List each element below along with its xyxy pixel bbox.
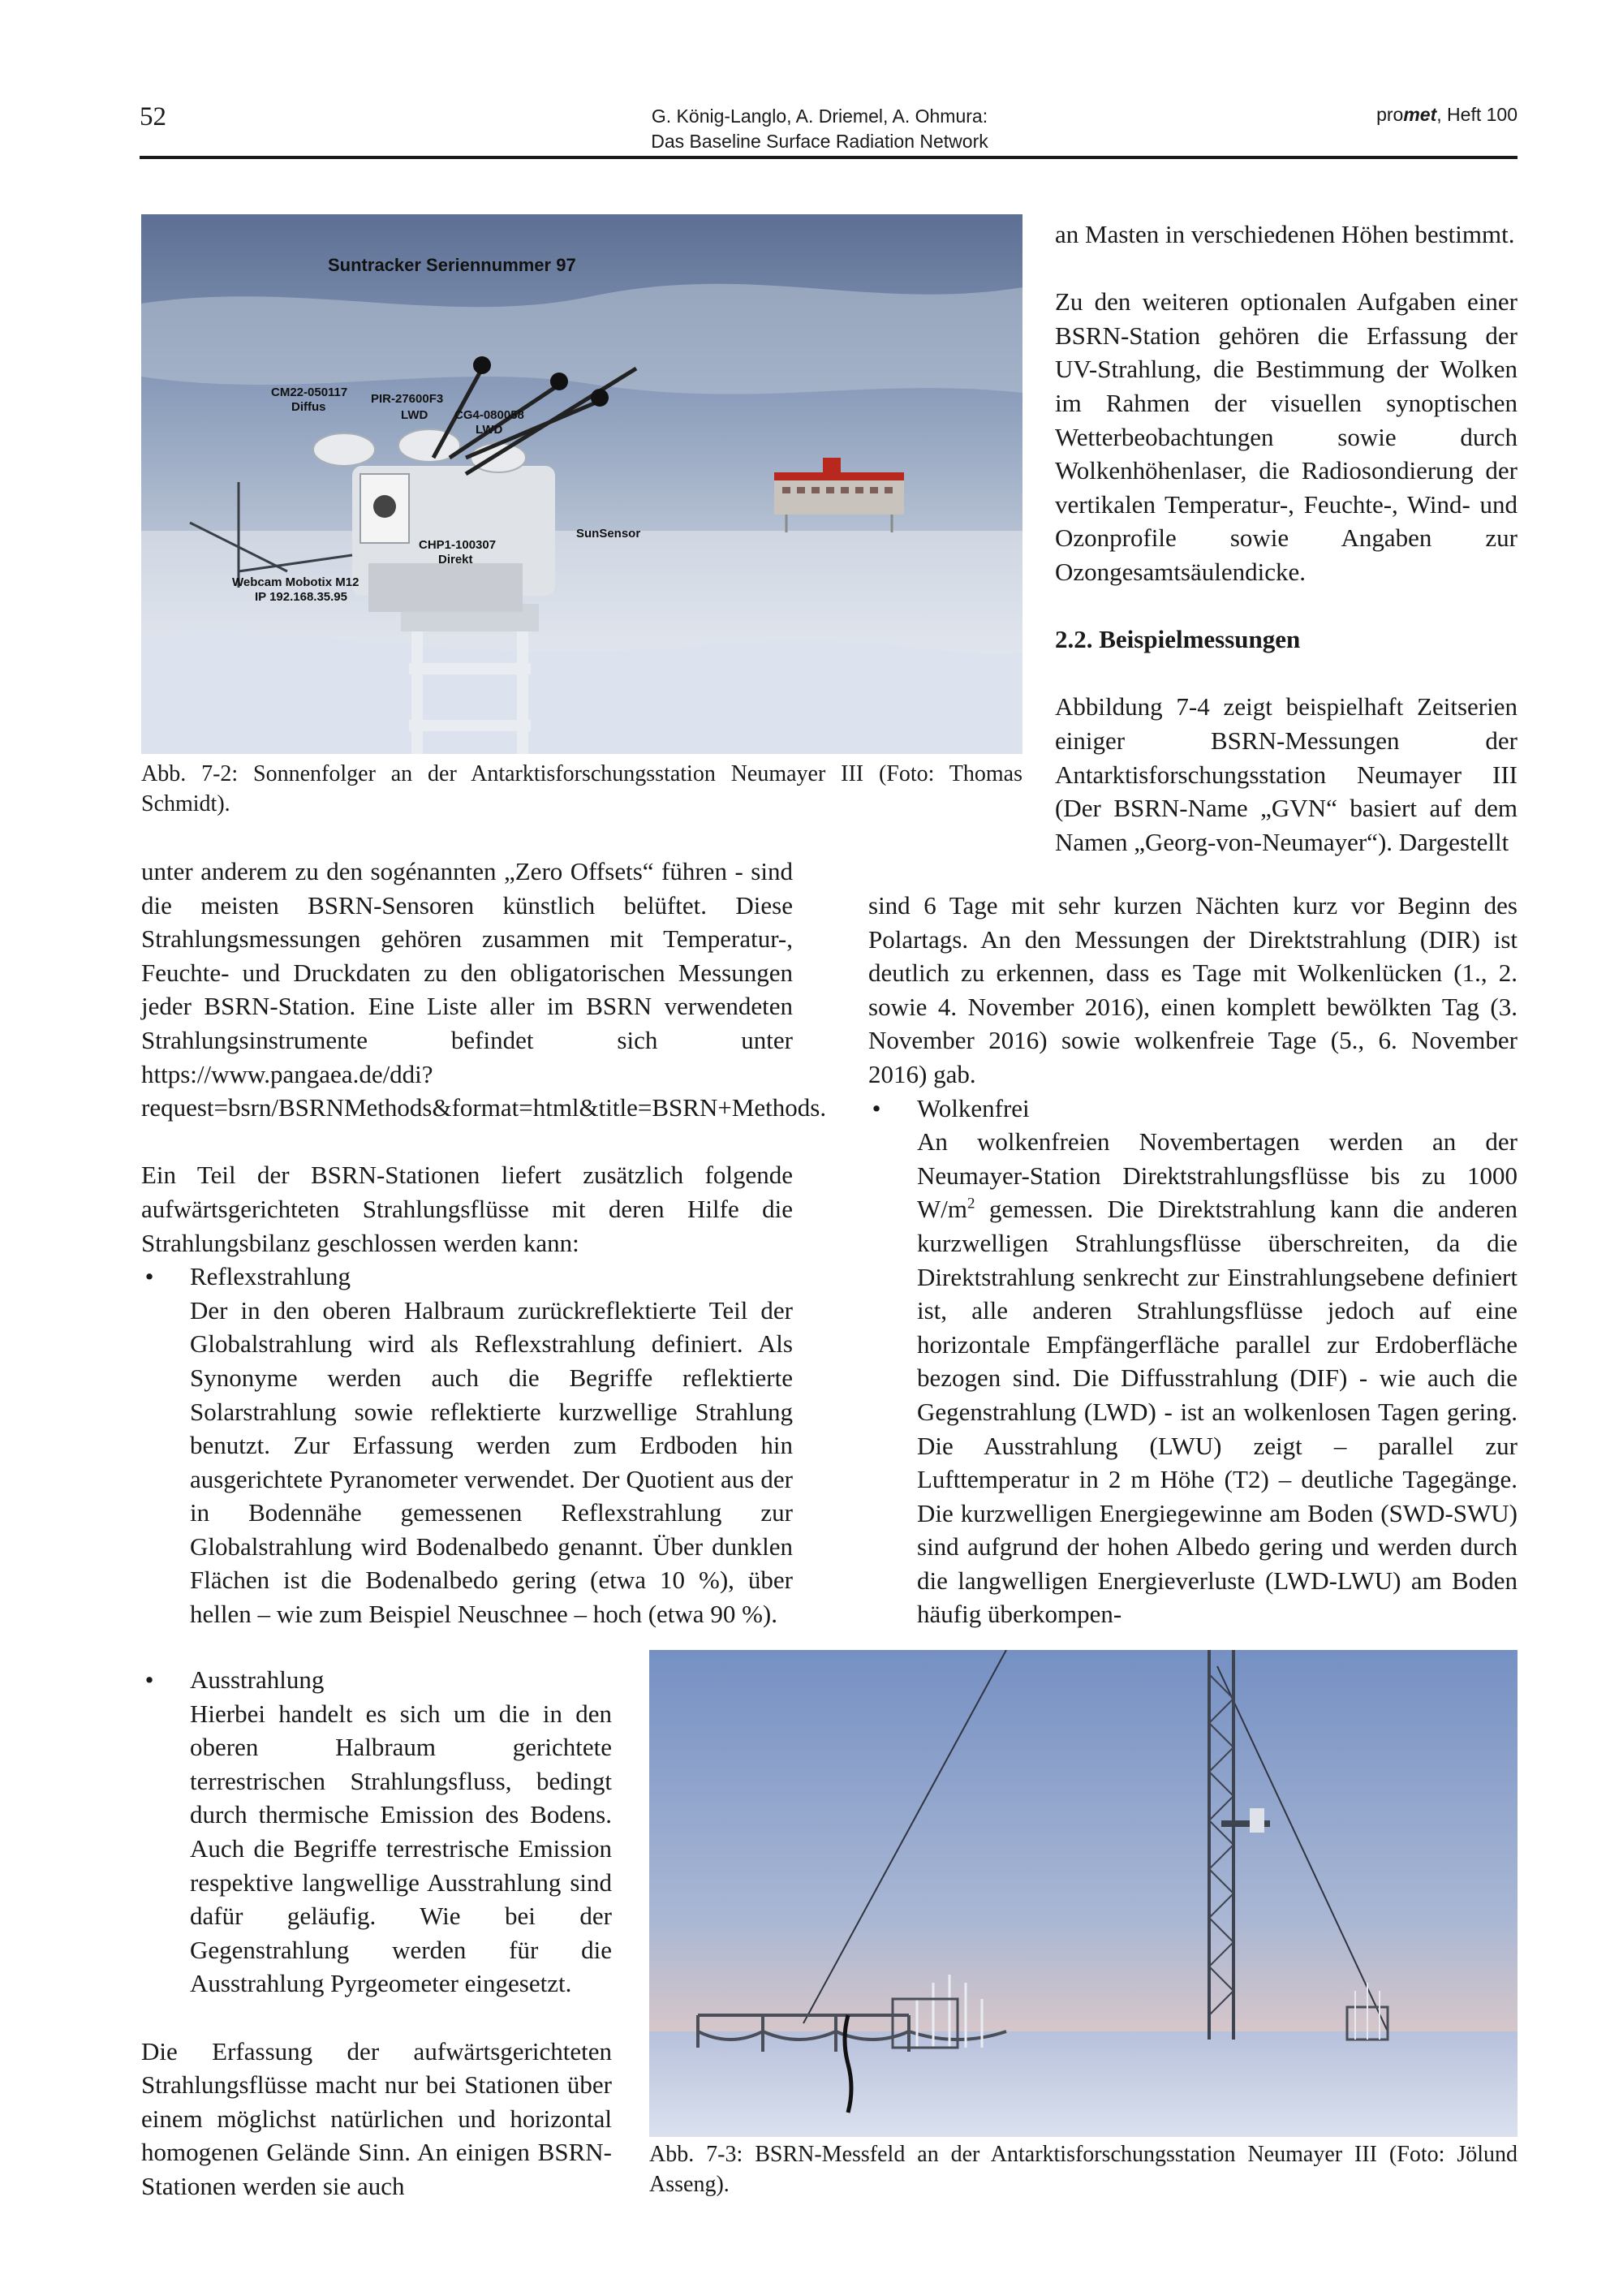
journal-brand: met (1403, 104, 1437, 125)
right-column-top (1055, 218, 1518, 859)
left-column (141, 855, 827, 1631)
journal-info (1376, 104, 1518, 126)
bullet-1-text: Der in den oberen Halbraum zurückreflektierte Teil der Globalstrahlung wird als Reflexstrahlung definiert. Als Synonyme werden auch die Begriffe reflektierte Solarstrahlung sowie reflektierte kurzwellige Strahlung benutzt. Zur Erfassung werden zum Erdboden hin ausgerichtete Pyranometer verwendet. Der Quotient aus der in Bodennähe gemessenen Reflexstrahlung zur Globalstrahlung wird Bodenalbedo genannt. Über dunklen Flächen ist die Bodenalbedo gering (etwa 10 %), über hellen – wie zum Beispiel Neuschnee – hoch (etwa 90 %). (190, 1295, 793, 1629)
figure-7-2-caption: Abb. 7-2: Sonnenfolger an der Antarktisforschungsstation Neumayer III (Foto: Thomas Schmidt). (141, 761, 1022, 816)
header-title: Das Baseline Surface Radiation Network (651, 131, 988, 152)
running-header (568, 104, 1071, 154)
bullet-text-a: An wolkenfreien Novembertagen werden an der Neumayer-Station Direktstrahlungsflüsse bis zu 1000 W/m (917, 1127, 1518, 1224)
right-para-2: Zu den weiteren optionalen Aufgaben einer BSRN-Station gehören die Erfassung der UV-Strahlung, die Bestimmung der Wolken im Rahmen der visuellen synoptischen Wetterbeobachtungen sowie durch Wolkenhöhenlaser, die Radiosondierung der vertikalen Temperatur-, Feuchte-, Wind- und Ozonprofile sowie Angaben zur Ozongesamtsäulendicke. (1055, 287, 1518, 586)
bullet-reflexstrahlung (141, 1260, 793, 1294)
journal-issue: , Heft 100 (1436, 104, 1518, 125)
left-column-narrow (141, 1663, 612, 2203)
figure-7-3-caption: Abb. 7-3: BSRN-Messfeld an der Antarktisforschungsstation Neumayer III (Foto: Jölund Asseng). (649, 2142, 1518, 2197)
measurement-field-photo-illustration (649, 1650, 1518, 2137)
label-lwd-2: LWD (476, 423, 503, 437)
bullet-2-text: Hierbei handelt es sich um die in den oberen Halbraum gerichtete terrestrischen Strahlungsfluss, bedingt durch thermische Emission des Bodens. Auch die Begriffe terrestrische Emission respektive langwellige Ausstrahlung sind dafür geläufig. Wie bei der Gegenstrahlung werden für die Ausstrahlung Pyrgeometer eingesetzt. (190, 1699, 612, 1998)
bullet-2-title: Ausstrahlung (190, 1665, 325, 1694)
header-rule (140, 156, 1518, 159)
bullet-text-b: gemessen. Die Direktstrahlung kann die anderen kurzwelligen Strahlungsflüsse überschreiten, da die Direktstrahlung senkrecht zur Einstrahlungsebene definiert ist, alle anderen Strahlungsflüsse jedoch auf eine horizontale Empfängerfläche parallel zur Erdoberfläche bezogen sind. Die Diffusstrahlung (DIF) - wie auch die Gegenstrahlung (LWD) - ist an wolkenlosen Tagen gering. Die Ausstrahlung (LWU) zeigt – parallel zur Lufttemperatur in 2 m Höhe (T2) – deutliche Tagegänge. Die kurzwelligen Energiegewinne am Boden (SWD-SWU) sind aufgrund der hohen Albedo gering und werden durch die langwelligen Energieverluste (LWD-LWU) am Boden häufig überkompen- (917, 1195, 1518, 1629)
bullet-1-title: Reflexstrahlung (190, 1262, 351, 1291)
label-pir: PIR-27600F3 (371, 392, 444, 406)
label-direkt: Direkt (438, 553, 473, 566)
label-lwd-1: LWD (401, 408, 428, 422)
right-para-3-bottom: sind 6 Tage mit sehr kurzen Nächten kurz vor Beginn des Polartags. An den Messungen der Direktstrahlung (DIR) ist deutlich zu erkennen, dass es Tage mit Wolkenlücken (1., 2. sowie 4. November 2016), einen komplett bewölkten Tag (3. November 2016) sowie wolkenfreie Tage (5., 6. November 2016) gab. (868, 891, 1518, 1088)
label-diffus: Diffus (291, 400, 326, 414)
right-para-3-top: Abbildung 7-4 zeigt beispielhaft Zeitserien einiger BSRN-Messungen der Antarktisforschungsstation Neumayer III (Der BSRN-Name „GVN“ basiert auf dem Namen „Georg-von-Neumayer“). Dargestellt (1055, 692, 1518, 856)
superscript-2: 2 (967, 1195, 975, 1213)
section-heading: 2.2. Beispielmessungen (1055, 625, 1301, 654)
label-chp1: CHP1-100307 (419, 538, 497, 552)
bullet-ausstrahlung (141, 1663, 612, 1697)
suntracker-photo-illustration (141, 214, 1022, 754)
bullet-dot: • (144, 1665, 154, 1694)
left-para-2: Ein Teil der BSRN-Stationen liefert zusätzlich folgende aufwärtsgerichteten Strahlungsflüsse mit deren Hilfe die Strahlungsbilanz geschlossen werden kann: (141, 1161, 793, 1257)
bullet-wolkenfrei-text (868, 1125, 1518, 1631)
right-column-bottom (868, 889, 1518, 1631)
label-cg4: CG4-080058 (454, 408, 524, 422)
label-suntracker: Suntracker Seriennummer 97 (328, 255, 576, 275)
label-cm22: CM22-050117 (271, 386, 348, 399)
label-sunsensor: SunSensor (576, 527, 641, 541)
label-webcam: Webcam Mobotix M12 (232, 575, 359, 589)
bullet-wolkenfrei (868, 1092, 1518, 1126)
bullet-dot: • (872, 1093, 881, 1122)
header-authors: G. König-Langlo, A. Driemel, A. Ohmura: (651, 106, 988, 127)
left-para-3: Die Erfassung der aufwärtsgerichteten Strahlungsflüsse macht nur bei Stationen über einem möglichst natürlichen und horizontal homogenen Gelände Sinn. An einigen BSRN-Stationen werden sie auch (141, 2036, 612, 2200)
bullet-dot: • (144, 1262, 154, 1291)
page-number: 52 (140, 102, 166, 131)
bullet-wolkenfrei-title: Wolkenfrei (917, 1093, 1030, 1122)
label-ip: IP 192.168.35.95 (255, 590, 347, 604)
right-para-1: an Masten in verschiedenen Höhen bestimmt. (1055, 220, 1515, 248)
figure-7-3-photo (649, 1650, 1518, 2137)
journal-prefix: pro (1376, 104, 1404, 125)
figure-7-2-photo (141, 214, 1022, 754)
left-para-1: unter anderem zu den sogénannten „Zero Offsets“ führen - sind die meisten BSRN-Sensoren künstlich belüftet. Diese Strahlungsmessungen gehören zusammen mit Temperatur-, Feuchte- und Druckdaten zu den obligatorischen Messungen jeder BSRN-Station. Eine Liste aller im BSRN verwendeten Strahlungsinstrumente befindet sich unter https://www.pangaea.de/ddi?request=bsrn/BSRNMethods&format=html&title=BSRN+Methods. (141, 857, 827, 1122)
